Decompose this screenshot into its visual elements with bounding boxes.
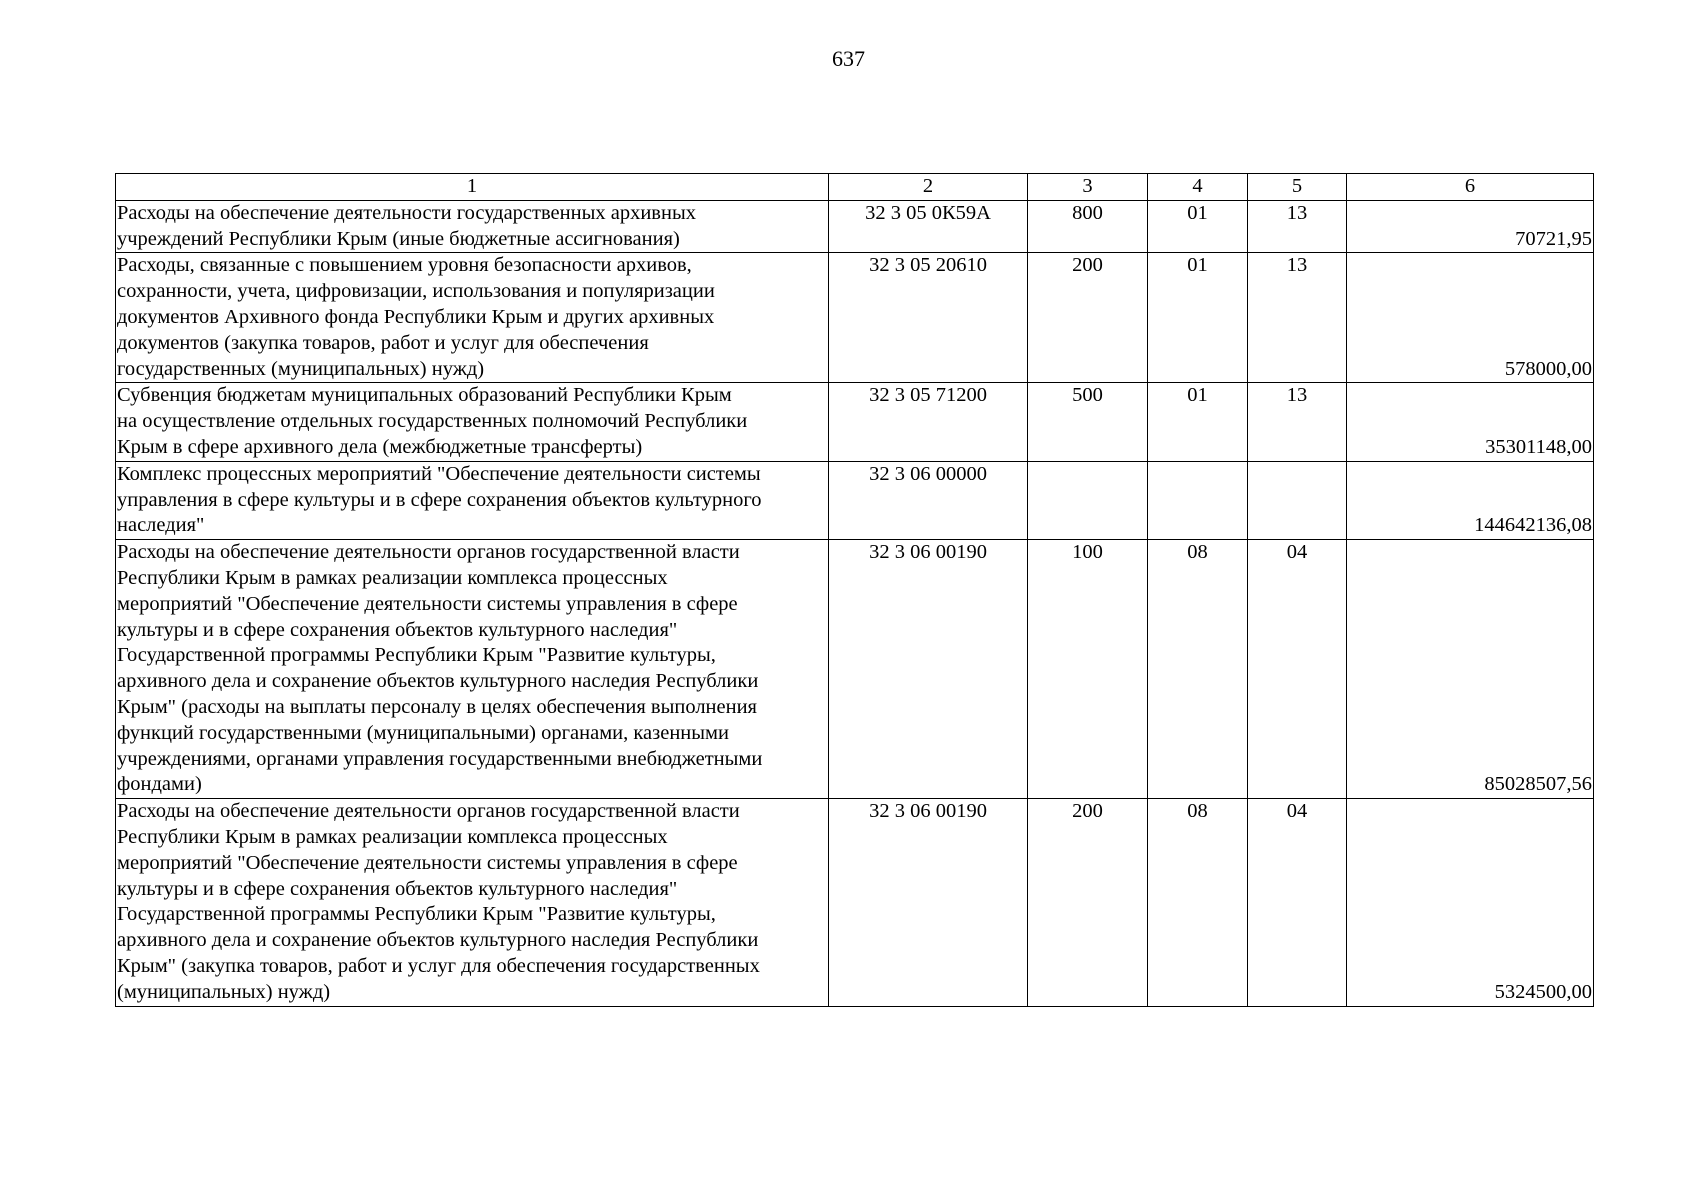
column-header-1: 1 — [116, 174, 829, 201]
subsection-cell: 13 — [1248, 200, 1347, 253]
subsection-cell: 13 — [1248, 383, 1347, 461]
subsection-cell: 04 — [1248, 540, 1347, 799]
header-row — [116, 174, 1594, 201]
table-row — [116, 383, 1594, 461]
section-cell: 01 — [1148, 253, 1248, 383]
column-header-4: 4 — [1148, 174, 1248, 201]
target-article-code-cell: 32 3 05 71200 — [829, 383, 1028, 461]
subsection-cell — [1248, 461, 1347, 539]
expense-type-cell: 500 — [1028, 383, 1148, 461]
amount-cell: 5324500,00 — [1347, 799, 1594, 1006]
amount-cell: 70721,95 — [1347, 200, 1594, 253]
table-row — [116, 253, 1594, 383]
amount-cell: 578000,00 — [1347, 253, 1594, 383]
expense-name-cell: Субвенция бюджетам муниципальных образований Республики Крым на осуществление отдельных государственных полномочий Республики Крым в сфере архивного дела (межбюджетные трансферты) — [116, 383, 829, 461]
expense-name-cell: Расходы на обеспечение деятельности органов государственной власти Республики Крым в рамках реализации комплекса процессных мероприятий "Обеспечение деятельности системы управления в сфере культуры и в сфере сохранения объектов культурного наследия" Государственной программы Республики Крым "Развитие культуры, архивного дела и сохранение объектов культурного наследия Республики Крым" (расходы на выплаты персоналу в целях обеспечения выполнения функций государственными (муниципальными) органами, казенными учреждениями, органами управления государственными внебюджетными фондами) — [116, 540, 829, 799]
subsection-cell: 04 — [1248, 799, 1347, 1006]
target-article-code-cell: 32 3 05 0К59А — [829, 200, 1028, 253]
expense-type-cell: 100 — [1028, 540, 1148, 799]
section-cell: 08 — [1148, 799, 1248, 1006]
expense-name-cell: Расходы на обеспечение деятельности государственных архивных учреждений Республики Крым (иные бюджетные ассигнования) — [116, 200, 829, 253]
column-header-6: 6 — [1347, 174, 1594, 201]
table-row — [116, 540, 1594, 799]
section-cell: 01 — [1148, 383, 1248, 461]
expense-type-cell: 200 — [1028, 253, 1148, 383]
target-article-code-cell: 32 3 06 00190 — [829, 799, 1028, 1006]
expense-type-cell: 800 — [1028, 200, 1148, 253]
expense-name-cell: Комплекс процессных мероприятий "Обеспечение деятельности системы управления в сфере культуры и в сфере сохранения объектов культурного наследия" — [116, 461, 829, 539]
page-number: 637 — [832, 46, 865, 71]
section-cell: 08 — [1148, 540, 1248, 799]
target-article-code-cell: 32 3 05 20610 — [829, 253, 1028, 383]
amount-cell: 35301148,00 — [1347, 383, 1594, 461]
subsection-cell: 13 — [1248, 253, 1347, 383]
amount-cell: 85028507,56 — [1347, 540, 1594, 799]
section-cell: 01 — [1148, 200, 1248, 253]
column-header-2: 2 — [829, 174, 1028, 201]
expense-type-cell — [1028, 461, 1148, 539]
column-header-3: 3 — [1028, 174, 1148, 201]
expense-type-cell: 200 — [1028, 799, 1148, 1006]
target-article-code-cell: 32 3 06 00000 — [829, 461, 1028, 539]
table-row — [116, 200, 1594, 253]
column-header-5: 5 — [1248, 174, 1347, 201]
table-row — [116, 461, 1594, 539]
section-cell — [1148, 461, 1248, 539]
amount-cell: 144642136,08 — [1347, 461, 1594, 539]
target-article-code-cell: 32 3 06 00190 — [829, 540, 1028, 799]
table-row — [116, 799, 1594, 1006]
budget-table — [115, 173, 1594, 1007]
expense-name-cell: Расходы, связанные с повышением уровня безопасности архивов, сохранности, учета, цифровизации, использования и популяризации документов Архивного фонда Республики Крым и других архивных документов (закупка товаров, работ и услуг для обеспечения государственных (муниципальных) нужд) — [116, 253, 829, 383]
expense-name-cell: Расходы на обеспечение деятельности органов государственной власти Республики Крым в рамках реализации комплекса процессных мероприятий "Обеспечение деятельности системы управления в сфере культуры и в сфере сохранения объектов культурного наследия" Государственной программы Республики Крым "Развитие культуры, архивного дела и сохранение объектов культурного наследия Республики Крым" (закупка товаров, работ и услуг для обеспечения государственных (муниципальных) нужд) — [116, 799, 829, 1006]
